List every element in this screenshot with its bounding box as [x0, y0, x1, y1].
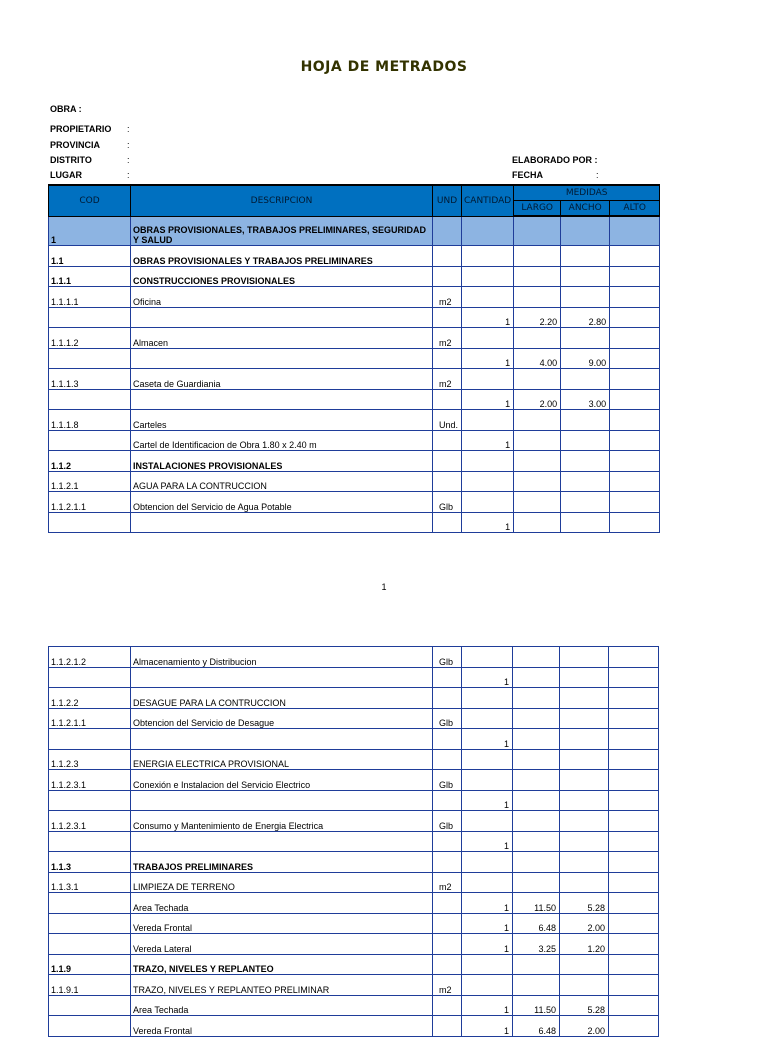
cell-descripcion: Area Techada	[131, 893, 433, 914]
cell-cantidad: 1	[462, 1016, 513, 1037]
distrito-label: DISTRITO	[50, 155, 92, 165]
cell-largo	[513, 954, 560, 975]
cell-cantidad	[462, 266, 514, 287]
cell-largo	[513, 790, 560, 811]
cell-und	[433, 471, 462, 492]
cell-alto	[609, 872, 659, 893]
cell-alto	[610, 348, 660, 369]
cell-cantidad	[462, 216, 514, 246]
elaborado-label: ELABORADO POR :	[512, 155, 598, 165]
cell-largo	[513, 831, 560, 852]
cell-und: Glb	[433, 492, 462, 513]
table-row	[49, 430, 660, 451]
cell-und	[433, 246, 462, 267]
cell-cod	[49, 790, 131, 811]
cell-largo	[513, 770, 560, 791]
cell-und	[433, 913, 462, 934]
distrito-colon: :	[127, 155, 130, 165]
cell-cod	[49, 893, 131, 914]
cell-descripcion	[131, 831, 433, 852]
cell-largo: 11.50	[513, 995, 560, 1016]
cell-cantidad	[462, 954, 513, 975]
cell-descripcion: INSTALACIONES PROVISIONALES	[131, 451, 433, 472]
cell-ancho	[560, 811, 609, 832]
cell-cantidad	[462, 410, 514, 431]
cell-ancho: 2.80	[561, 307, 610, 328]
lugar-colon: :	[127, 170, 130, 180]
cell-ancho	[561, 328, 610, 349]
cell-cantidad: 1	[462, 893, 513, 914]
cell-cod	[49, 831, 131, 852]
table-row	[49, 729, 659, 750]
cell-ancho	[560, 708, 609, 729]
cell-und	[433, 852, 462, 873]
cell-descripcion: Carteles	[131, 410, 433, 431]
page-number: 1	[381, 582, 387, 592]
cell-cantidad: 1	[462, 389, 514, 410]
cell-alto	[609, 975, 659, 996]
fecha-colon: :	[596, 170, 599, 180]
col-medidas-header: MEDIDAS	[514, 185, 660, 201]
cell-alto	[610, 287, 660, 308]
cell-largo: 2.00	[514, 389, 561, 410]
cell-cantidad	[462, 852, 513, 873]
cell-alto	[609, 1016, 659, 1037]
cell-alto	[610, 471, 660, 492]
cell-cantidad	[462, 328, 514, 349]
table-row	[49, 492, 660, 513]
cell-cantidad	[462, 246, 514, 267]
cell-und: Glb	[433, 811, 462, 832]
cell-alto	[609, 831, 659, 852]
table-row	[49, 647, 659, 668]
table-row	[49, 348, 660, 369]
cell-cantidad	[462, 492, 514, 513]
table-row	[49, 934, 659, 955]
metrados-table-page1	[48, 184, 660, 533]
table-row	[49, 307, 660, 328]
cell-ancho	[561, 430, 610, 451]
cell-alto	[609, 893, 659, 914]
table-row	[49, 216, 660, 246]
cell-largo	[514, 287, 561, 308]
cell-largo	[514, 512, 561, 533]
cell-und	[433, 512, 462, 533]
provincia-colon: :	[127, 140, 130, 150]
cell-und	[433, 954, 462, 975]
cell-alto	[609, 913, 659, 934]
cell-ancho: 9.00	[561, 348, 610, 369]
cell-cod	[49, 389, 131, 410]
col-cantidad-header: CANTIDAD	[462, 185, 514, 216]
cell-descripcion: Almacenamiento y Distribucion	[131, 647, 433, 668]
cell-largo	[514, 410, 561, 431]
cell-ancho: 5.28	[560, 893, 609, 914]
cell-descripcion: OBRAS PROVISIONALES Y TRABAJOS PRELIMINARES	[131, 246, 433, 267]
cell-cantidad	[462, 369, 514, 390]
cell-cod: 1.1.2.1.2	[49, 647, 131, 668]
propietario-label: PROPIETARIO	[50, 124, 112, 134]
cell-cantidad	[462, 451, 514, 472]
cell-cantidad	[462, 975, 513, 996]
table-row	[49, 369, 660, 390]
cell-und	[433, 266, 462, 287]
cell-alto	[609, 667, 659, 688]
page-title: HOJA DE METRADOS	[300, 59, 468, 75]
cell-largo	[514, 216, 561, 246]
cell-cod: 1.1.2.1	[49, 471, 131, 492]
cell-cod: 1.1.2.3.1	[49, 811, 131, 832]
cell-largo	[514, 430, 561, 451]
cell-largo: 2.20	[514, 307, 561, 328]
cell-und: m2	[433, 975, 462, 996]
cell-descripcion	[131, 348, 433, 369]
cell-largo: 4.00	[514, 348, 561, 369]
cell-largo	[514, 328, 561, 349]
cell-cantidad: 1	[462, 348, 514, 369]
obra-label: OBRA :	[50, 104, 82, 114]
table-row	[49, 975, 659, 996]
cell-cod: 1.1.2.1.1	[49, 492, 131, 513]
cell-cod: 1.1.2.3	[49, 749, 131, 770]
cell-cantidad	[462, 471, 514, 492]
cell-cod: 1.1.1.2	[49, 328, 131, 349]
cell-descripcion: Obtencion del Servicio de Desague	[131, 708, 433, 729]
table-row	[49, 287, 660, 308]
cell-und	[433, 1016, 462, 1037]
cell-ancho	[561, 410, 610, 431]
cell-largo	[514, 246, 561, 267]
table-row	[49, 811, 659, 832]
cell-descripcion	[131, 729, 433, 750]
cell-alto	[609, 852, 659, 873]
cell-cantidad	[462, 647, 513, 668]
col-und-header: UND	[433, 185, 462, 216]
cell-alto	[609, 954, 659, 975]
cell-alto	[609, 995, 659, 1016]
cell-cod	[49, 729, 131, 750]
cell-ancho	[560, 688, 609, 709]
cell-und	[433, 307, 462, 328]
cell-cod	[49, 348, 131, 369]
table-row	[49, 410, 660, 431]
cell-descripcion	[131, 512, 433, 533]
cell-largo	[514, 492, 561, 513]
cell-cantidad	[462, 287, 514, 308]
cell-largo	[513, 811, 560, 832]
cell-ancho	[561, 512, 610, 533]
cell-largo	[513, 729, 560, 750]
cell-ancho	[561, 287, 610, 308]
cell-alto	[610, 451, 660, 472]
cell-alto	[610, 216, 660, 246]
cell-largo	[513, 647, 560, 668]
cell-cantidad: 1	[462, 430, 514, 451]
table-row	[49, 389, 660, 410]
cell-descripcion: TRAZO, NIVELES Y REPLANTEO	[131, 954, 433, 975]
cell-und: Glb	[433, 647, 462, 668]
lugar-label: LUGAR	[50, 170, 82, 180]
cell-ancho: 5.28	[560, 995, 609, 1016]
cell-und	[433, 348, 462, 369]
cell-cod: 1.1.3.1	[49, 872, 131, 893]
cell-cod	[49, 430, 131, 451]
cell-und: m2	[433, 369, 462, 390]
cell-descripcion: TRAZO, NIVELES Y REPLANTEO PRELIMINAR	[131, 975, 433, 996]
metrados-table-page2	[48, 646, 659, 1037]
cell-ancho	[561, 369, 610, 390]
cell-ancho	[561, 246, 610, 267]
cell-cod: 1.1.2.3.1	[49, 770, 131, 791]
cell-descripcion: Vereda Frontal	[131, 1016, 433, 1037]
cell-und	[433, 451, 462, 472]
cell-und: m2	[433, 287, 462, 308]
cell-descripcion	[131, 307, 433, 328]
cell-alto	[609, 729, 659, 750]
cell-cod: 1.1.9	[49, 954, 131, 975]
cell-descripcion: CONSTRUCCIONES PROVISIONALES	[131, 266, 433, 287]
cell-und	[433, 749, 462, 770]
cell-alto	[610, 307, 660, 328]
col-alto-header: ALTO	[610, 201, 660, 217]
cell-ancho	[561, 451, 610, 472]
cell-alto	[610, 246, 660, 267]
cell-largo: 6.48	[513, 913, 560, 934]
cell-und: Und.	[433, 410, 462, 431]
cell-alto	[609, 770, 659, 791]
table-row	[49, 852, 659, 873]
cell-ancho	[560, 954, 609, 975]
cell-alto	[610, 492, 660, 513]
table-row	[49, 328, 660, 349]
table-row	[49, 246, 660, 267]
cell-descripcion: TRABAJOS PRELIMINARES	[131, 852, 433, 873]
cell-cod	[49, 667, 131, 688]
cell-cantidad: 1	[462, 307, 514, 328]
table-row	[49, 790, 659, 811]
cell-cantidad: 1	[462, 995, 513, 1016]
cell-cod	[49, 934, 131, 955]
cell-cod: 1.1.3	[49, 852, 131, 873]
cell-largo: 3.25	[513, 934, 560, 955]
cell-ancho	[561, 266, 610, 287]
cell-cantidad: 1	[462, 831, 513, 852]
cell-largo	[513, 688, 560, 709]
cell-ancho: 3.00	[561, 389, 610, 410]
cell-cod: 1.1.2.2	[49, 688, 131, 709]
table-row	[49, 688, 659, 709]
cell-und: Glb	[433, 708, 462, 729]
cell-und	[433, 729, 462, 750]
cell-descripcion	[131, 667, 433, 688]
table-row	[49, 831, 659, 852]
table-row	[49, 913, 659, 934]
table-row	[49, 893, 659, 914]
cell-largo	[513, 749, 560, 770]
col-ancho-header: ANCHO	[561, 201, 610, 217]
cell-alto	[609, 708, 659, 729]
cell-und	[433, 831, 462, 852]
cell-largo	[513, 708, 560, 729]
cell-ancho	[560, 749, 609, 770]
cell-largo: 6.48	[513, 1016, 560, 1037]
cell-largo	[513, 872, 560, 893]
cell-cod: 1.1.1.1	[49, 287, 131, 308]
cell-cod: 1.1.1	[49, 266, 131, 287]
cell-alto	[609, 811, 659, 832]
cell-cod: 1.1.1.3	[49, 369, 131, 390]
cell-ancho	[560, 667, 609, 688]
cell-und	[433, 790, 462, 811]
table-row	[49, 708, 659, 729]
table-row	[49, 872, 659, 893]
cell-largo	[514, 369, 561, 390]
cell-largo	[513, 975, 560, 996]
col-largo-header: LARGO	[514, 201, 561, 217]
provincia-label: PROVINCIA	[50, 140, 101, 150]
cell-descripcion	[131, 790, 433, 811]
cell-descripcion: Area Techada	[131, 995, 433, 1016]
cell-cantidad	[462, 770, 513, 791]
cell-alto	[610, 389, 660, 410]
cell-descripcion: DESAGUE PARA LA CONTRUCCION	[131, 688, 433, 709]
cell-ancho	[560, 872, 609, 893]
cell-ancho	[560, 790, 609, 811]
cell-descripcion: Conexión e Instalacion del Servicio Electrico	[131, 770, 433, 791]
cell-alto	[610, 369, 660, 390]
table-row	[49, 995, 659, 1016]
cell-ancho	[561, 216, 610, 246]
cell-cod	[49, 1016, 131, 1037]
cell-descripcion: Caseta de Guardiania	[131, 369, 433, 390]
cell-descripcion: Consumo y Mantenimiento de Energia Electrica	[131, 811, 433, 832]
cell-alto	[610, 410, 660, 431]
table-row	[49, 770, 659, 791]
cell-largo	[513, 852, 560, 873]
cell-ancho	[560, 729, 609, 750]
cell-und	[433, 893, 462, 914]
cell-cod	[49, 307, 131, 328]
cell-cod	[49, 913, 131, 934]
cell-und	[433, 389, 462, 410]
cell-und: Glb	[433, 770, 462, 791]
cell-ancho	[560, 852, 609, 873]
cell-largo: 11.50	[513, 893, 560, 914]
cell-cantidad: 1	[462, 790, 513, 811]
col-cod-header: COD	[49, 185, 131, 216]
cell-alto	[610, 430, 660, 451]
cell-cantidad: 1	[462, 913, 513, 934]
table-row	[49, 512, 660, 533]
cell-und	[433, 688, 462, 709]
cell-ancho	[560, 770, 609, 791]
cell-alto	[609, 790, 659, 811]
table-row	[49, 471, 660, 492]
cell-largo	[514, 266, 561, 287]
cell-largo	[514, 471, 561, 492]
cell-cod: 1.1.2	[49, 451, 131, 472]
cell-alto	[609, 647, 659, 668]
cell-alto	[609, 934, 659, 955]
cell-cod	[49, 995, 131, 1016]
cell-und: m2	[433, 872, 462, 893]
cell-und	[433, 667, 462, 688]
cell-descripcion: AGUA PARA LA CONTRUCCION	[131, 471, 433, 492]
cell-alto	[609, 688, 659, 709]
table-row	[49, 667, 659, 688]
cell-ancho	[560, 831, 609, 852]
cell-cod: 1.1.2.1.1	[49, 708, 131, 729]
cell-ancho: 2.00	[560, 913, 609, 934]
cell-und	[433, 995, 462, 1016]
cell-cantidad: 1	[462, 667, 513, 688]
cell-descripcion: Oficina	[131, 287, 433, 308]
cell-descripcion: Vereda Lateral	[131, 934, 433, 955]
cell-cantidad	[462, 708, 513, 729]
table-row	[49, 954, 659, 975]
cell-ancho	[560, 647, 609, 668]
table-row	[49, 451, 660, 472]
cell-cantidad	[462, 688, 513, 709]
cell-descripcion: LIMPIEZA DE TERRENO	[131, 872, 433, 893]
cell-cantidad	[462, 811, 513, 832]
propietario-colon: :	[127, 124, 130, 134]
table-row	[49, 266, 660, 287]
cell-alto	[610, 328, 660, 349]
cell-cantidad	[462, 872, 513, 893]
table-row	[49, 749, 659, 770]
cell-ancho	[561, 471, 610, 492]
cell-cod	[49, 512, 131, 533]
cell-cantidad: 1	[462, 512, 514, 533]
cell-cantidad: 1	[462, 729, 513, 750]
cell-ancho	[561, 492, 610, 513]
cell-und	[433, 216, 462, 246]
cell-und	[433, 430, 462, 451]
cell-alto	[610, 512, 660, 533]
table-row	[49, 1016, 659, 1037]
cell-descripcion: Vereda Frontal	[131, 913, 433, 934]
fecha-label: FECHA	[512, 170, 543, 180]
cell-ancho: 2.00	[560, 1016, 609, 1037]
cell-cod: 1.1.9.1	[49, 975, 131, 996]
cell-alto	[610, 266, 660, 287]
cell-und: m2	[433, 328, 462, 349]
cell-cod: 1	[49, 216, 131, 246]
col-descripcion-header: DESCRIPCION	[131, 185, 433, 216]
cell-descripcion: ENERGIA ELECTRICA PROVISIONAL	[131, 749, 433, 770]
cell-ancho: 1.20	[560, 934, 609, 955]
cell-alto	[609, 749, 659, 770]
cell-ancho	[560, 975, 609, 996]
cell-descripcion: Cartel de Identificacion de Obra 1.80 x 2.40 m	[131, 430, 433, 451]
cell-cantidad	[462, 749, 513, 770]
cell-descripcion: Obtencion del Servicio de Agua Potable	[131, 492, 433, 513]
cell-cod: 1.1.1.8	[49, 410, 131, 431]
cell-und	[433, 934, 462, 955]
cell-cod: 1.1	[49, 246, 131, 267]
cell-descripcion: OBRAS PROVISIONALES, TRABAJOS PRELIMINARES, SEGURIDAD Y SALUD	[131, 216, 433, 246]
cell-descripcion	[131, 389, 433, 410]
cell-largo	[514, 451, 561, 472]
cell-largo	[513, 667, 560, 688]
cell-descripcion: Almacen	[131, 328, 433, 349]
cell-cantidad: 1	[462, 934, 513, 955]
